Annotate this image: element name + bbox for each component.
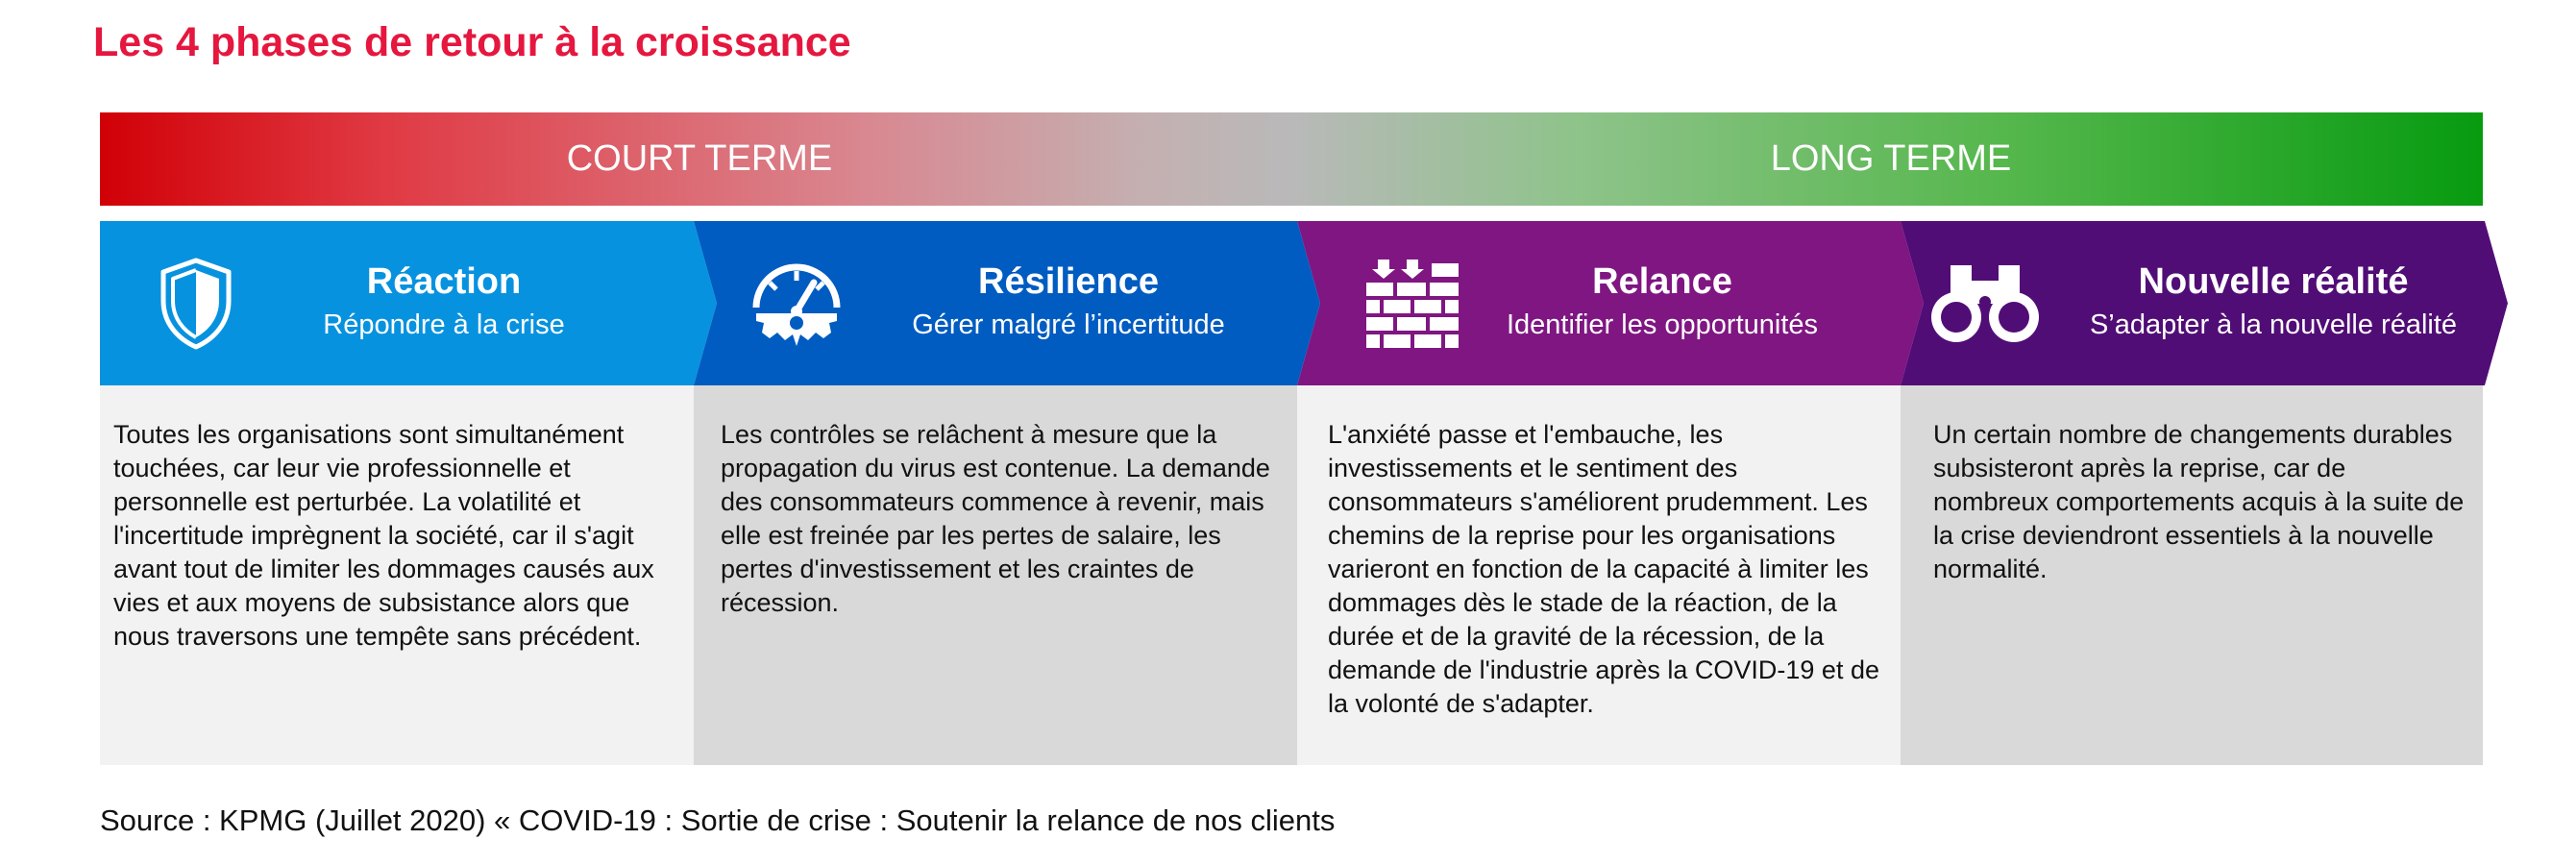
phase-name: Nouvelle réalité xyxy=(2138,261,2409,302)
phase-header-nouvelle-realite xyxy=(1901,221,2508,385)
phase-subtitle: Répondre à la crise xyxy=(323,309,565,340)
phase-name: Relance xyxy=(1592,261,1732,302)
source-citation: Source : KPMG (Juillet 2020) « COVID-19 : Sortie de crise : Soutenir la relance de nos clients xyxy=(100,803,1336,837)
phase-header-reaction xyxy=(100,221,717,385)
phase-description: Toutes les organisations sont simultanément touchées, car leur vie professionnelle et personnelle est perturbée. La volatilité et l'incertitude imprègnent la société, car il s'agit avant tout de limiter les dommages causés aux vies et aux moyens de subsistance alors que nous traversons une tempête sans précédent. xyxy=(113,420,654,651)
phase-header-relance xyxy=(1297,221,1924,385)
phase-body-nouvelle-realite xyxy=(1901,385,2483,765)
phase-header-resilience xyxy=(694,221,1320,385)
phase-subtitle: Gérer malgré l’incertitude xyxy=(912,309,1225,340)
phase-body-resilience xyxy=(694,385,1297,765)
gauge-gear-icon xyxy=(747,258,846,355)
phase-subtitle: Identifier les opportunités xyxy=(1506,309,1819,340)
phase-description: Un certain nombre de changements durables subsisteront après la reprise, car de nombreux comportements acquis à la suite de la crise deviendront essentiels à la nouvelle normalité. xyxy=(1933,420,2465,583)
short-term-label: COURT TERME xyxy=(566,138,833,179)
shield-icon xyxy=(158,255,234,356)
long-term-label: LONG TERME xyxy=(1770,138,2012,179)
phase-body-reaction xyxy=(100,385,694,765)
term-gradient-bar xyxy=(100,112,2483,206)
page-title: Les 4 phases de retour à la croissance xyxy=(93,19,851,65)
phase-description: L'anxiété passe et l'embauche, les investissements et le sentiment des consommateurs s'améliorent prudemment. Les chemins de la reprise pour les organisations varieront en fonction de la capacité à limiter les dommages dès le stade de la réaction, de la durée et de la gravité de la récession, de la demande de l'industrie après la COVID-19 et de la volonté de s'adapter. xyxy=(1328,420,1879,718)
brick-wall-icon xyxy=(1364,260,1460,353)
phase-body-relance xyxy=(1297,385,1901,765)
phase-subtitle: S’adapter à la nouvelle réalité xyxy=(2089,309,2458,340)
binoculars-icon xyxy=(1929,260,2041,351)
phase-name: Réaction xyxy=(366,261,522,302)
phase-description: Les contrôles se relâchent à mesure que la propagation du virus est contenue. La demande des consommateurs commence à revenir, mais elle est freinée par les pertes de salaire, les pertes d'investissement et les craintes de récession. xyxy=(721,420,1270,617)
phase-name: Résilience xyxy=(978,261,1159,302)
